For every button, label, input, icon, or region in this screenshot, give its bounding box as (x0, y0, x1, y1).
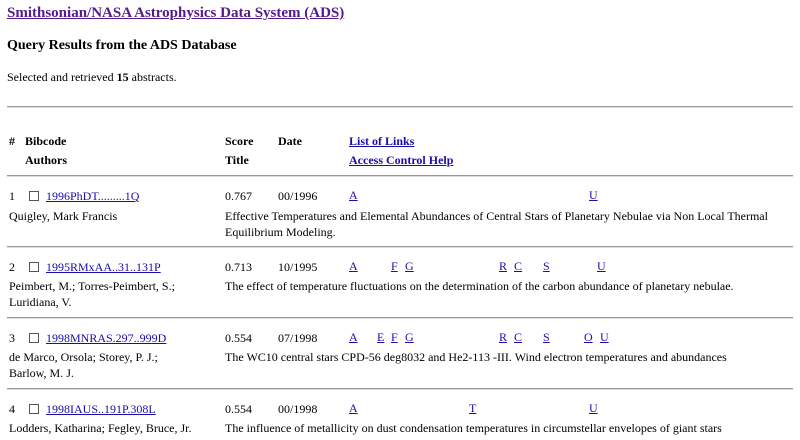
date-value: 00/1996 (278, 189, 318, 203)
score-value: 0.554 (225, 402, 252, 416)
link-c-citations[interactable]: C (514, 259, 523, 273)
link-g-scanned[interactable]: G (405, 259, 414, 273)
row-divider (7, 317, 793, 319)
summary-suffix: abstracts. (128, 70, 177, 84)
link-a-abstract[interactable]: A (349, 259, 358, 273)
paper-title: The WC10 central stars CPD-56 deg8032 and He2-113 -III. Wind electron temperatures and abundances (225, 350, 727, 364)
row-divider (7, 246, 793, 248)
row-number: 4 (9, 402, 15, 416)
score-value: 0.767 (225, 189, 252, 203)
col-authors: Authors (25, 153, 68, 167)
authors: Lodders, Katharina; Fegley, Bruce, Jr. (9, 421, 192, 435)
link-s-similar[interactable]: S (543, 259, 550, 273)
date-value: 10/1995 (278, 260, 318, 274)
select-checkbox[interactable] (29, 191, 39, 201)
link-a-abstract[interactable]: A (349, 401, 358, 415)
paper-title: The influence of metallicity on dust condensation temperatures in circumstellar envelopes of giant stars (225, 421, 722, 435)
row-number: 2 (9, 260, 15, 274)
link-u-library[interactable]: U (597, 259, 606, 273)
paper-title: Effective Temperatures and Elemental Abundances of Central Stars of Planetary Nebulae via Non Local Thermal Equilibrium Modeling. (225, 209, 768, 239)
link-u-library[interactable]: U (589, 401, 598, 415)
score-value: 0.554 (225, 331, 252, 345)
col-score: Score (225, 134, 254, 148)
results-summary (7, 70, 177, 85)
authors: Peimbert, M.; Torres-Peimbert, S.; (9, 279, 175, 293)
ads-home-link[interactable]: Smithsonian/NASA Astrophysics Data System (ADS) (7, 5, 345, 21)
select-checkbox[interactable] (29, 333, 39, 343)
link-u-library[interactable]: U (600, 330, 609, 344)
select-checkbox[interactable] (29, 404, 39, 414)
list-of-links-link[interactable]: List of Links (349, 134, 415, 148)
col-bibcode: Bibcode (25, 134, 67, 148)
link-r-references[interactable]: R (499, 330, 508, 344)
bibcode-link[interactable]: 1995RMxAA..31..131P (46, 260, 161, 274)
access-control-help-link[interactable]: Access Control Help (349, 153, 454, 167)
row-number: 3 (9, 331, 15, 345)
row-divider (7, 388, 793, 390)
link-f-fulltext[interactable]: F (391, 259, 398, 273)
link-s-similar[interactable]: S (543, 330, 550, 344)
link-a-abstract[interactable]: A (349, 188, 358, 202)
link-a-abstract[interactable]: A (349, 330, 358, 344)
authors-continued: Luridiana, V. (9, 295, 72, 309)
row-number: 1 (9, 189, 15, 203)
col-date: Date (278, 134, 302, 148)
summary-count: 15 (116, 70, 129, 84)
select-checkbox[interactable] (29, 262, 39, 272)
col-title: Title (225, 153, 249, 167)
date-value: 07/1998 (278, 331, 318, 345)
score-value: 0.713 (225, 260, 252, 274)
link-u-library[interactable]: U (589, 188, 598, 202)
link-o-online[interactable]: O (584, 330, 593, 344)
bibcode-link[interactable]: 1996PhDT.........1Q (46, 189, 140, 203)
bibcode-link[interactable]: 1998MNRAS.297..999D (46, 331, 167, 345)
link-f-fulltext[interactable]: F (391, 330, 398, 344)
summary-prefix: Selected and retrieved (7, 70, 117, 84)
page-title: Query Results from the ADS Database (7, 38, 237, 53)
link-r-references[interactable]: R (499, 259, 508, 273)
authors: Quigley, Mark Francis (9, 209, 118, 223)
authors: de Marco, Orsola; Storey, P. J.; (9, 350, 158, 364)
bibcode-link[interactable]: 1998IAUS..191P.308L (46, 402, 156, 416)
paper-title: The effect of temperature fluctuations on the determination of the carbon abundance of planetary nebulae. (225, 279, 734, 293)
authors-continued: Barlow, M. J. (9, 366, 74, 380)
link-t-toc[interactable]: T (469, 401, 477, 415)
top-divider (7, 106, 793, 108)
link-g-scanned[interactable]: G (405, 330, 414, 344)
col-num: # (9, 134, 15, 148)
link-c-citations[interactable]: C (514, 330, 523, 344)
date-value: 00/1998 (278, 402, 318, 416)
link-e-electronic[interactable]: E (377, 330, 385, 344)
header-divider (7, 175, 793, 177)
